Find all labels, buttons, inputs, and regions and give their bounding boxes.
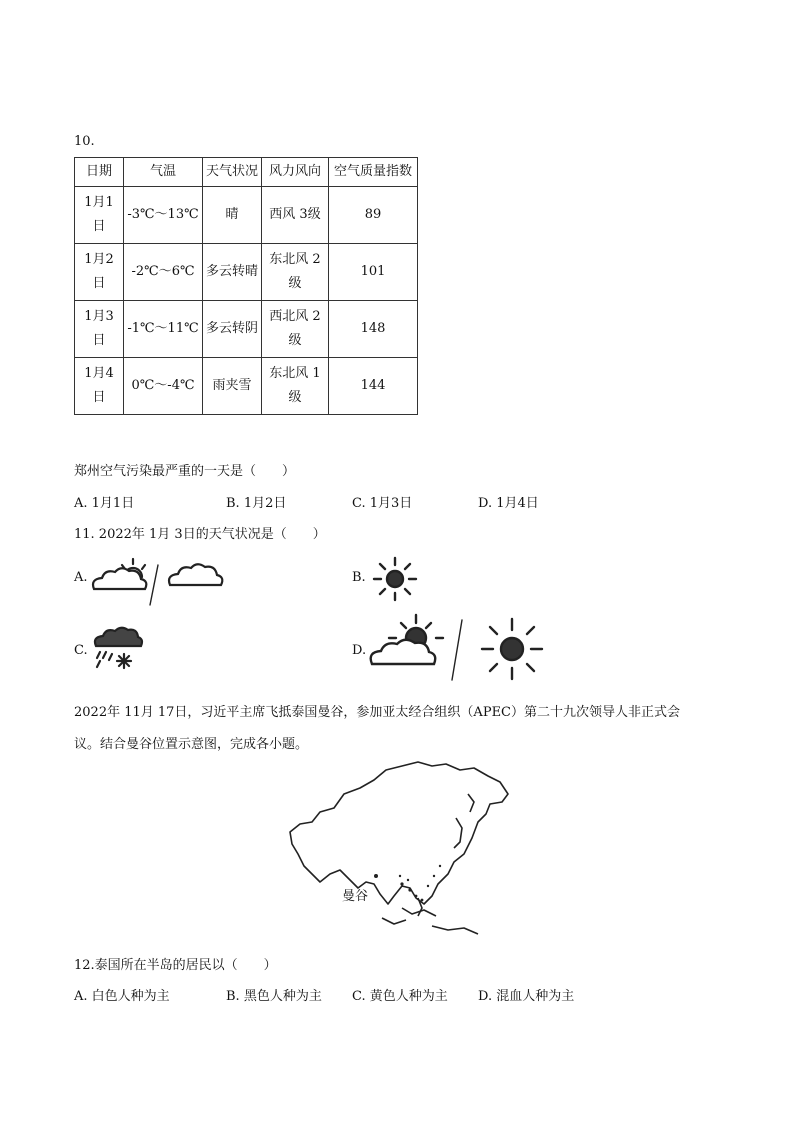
option-c[interactable]: C. 黄色人种为主 xyxy=(352,989,448,1004)
wind-line: 级 xyxy=(288,276,302,291)
weather-table xyxy=(74,157,418,415)
aqi-cell: 148 xyxy=(329,301,418,358)
date-line: 1月3 xyxy=(84,309,114,324)
table-row xyxy=(75,244,418,301)
asia-map xyxy=(282,758,514,946)
temp-cell: -3℃～13℃ xyxy=(124,187,203,244)
option-b[interactable]: B. 1月2日 xyxy=(226,496,287,511)
table-header-cell: 天气状况 xyxy=(203,158,262,187)
weather-cell: 多云转晴 xyxy=(203,244,262,301)
passage-line-1: 2022年 11月 17日，习近平主席飞抵泰国曼谷，参加亚太经合组织（APEC）第二十九次领导人非正式会 xyxy=(74,705,681,720)
temp-cell: -1℃～11℃ xyxy=(124,301,203,358)
table-header-cell: 气温 xyxy=(124,158,203,187)
temp-cell: -2℃～6℃ xyxy=(124,244,203,301)
question-10-text: 郑州空气污染最严重的一天是（ ） xyxy=(74,464,296,479)
temp-cell: 0℃～-4℃ xyxy=(124,358,203,415)
table-header-cell: 空气质量指数 xyxy=(329,158,418,187)
wind-cell xyxy=(262,301,329,358)
option-d-label[interactable]: D. xyxy=(352,643,367,658)
table-row xyxy=(75,301,418,358)
sleet-icon[interactable] xyxy=(92,624,142,672)
wind-cell xyxy=(262,358,329,415)
weather-cell: 晴 xyxy=(203,187,262,244)
option-a[interactable]: A. 白色人种为主 xyxy=(74,989,170,1004)
wind-line: 级 xyxy=(288,390,302,405)
weather-cell: 雨夹雪 xyxy=(203,358,262,415)
question-10-number: 10. xyxy=(74,134,95,149)
date-line: 日 xyxy=(92,390,106,405)
date-line: 1月1 xyxy=(84,195,114,210)
wind-line: 东北风 1 xyxy=(269,366,321,381)
date-line: 1月4 xyxy=(84,366,114,381)
option-d[interactable]: D. 混血人种为主 xyxy=(478,989,575,1004)
table-header-cell: 风力风向 xyxy=(262,158,329,187)
table-header-cell: 日期 xyxy=(75,158,124,187)
question-11-text: 11. 2022年 1月 3日的天气状况是（ ） xyxy=(74,527,326,542)
aqi-cell: 101 xyxy=(329,244,418,301)
option-c[interactable]: C. 1月3日 xyxy=(352,496,413,511)
date-line: 日 xyxy=(92,219,106,234)
wind-line: 西风 3级 xyxy=(269,207,321,222)
date-line: 1月2 xyxy=(84,252,114,267)
date-line: 日 xyxy=(92,333,106,348)
map-label-bangkok: 曼谷 xyxy=(342,889,369,904)
wind-cell xyxy=(262,244,329,301)
table-row xyxy=(75,358,418,415)
option-a[interactable]: A. 1月1日 xyxy=(74,496,135,511)
date-cell xyxy=(75,301,124,358)
option-b-label[interactable]: B. xyxy=(352,570,366,585)
date-cell xyxy=(75,244,124,301)
sunny-icon[interactable] xyxy=(373,555,417,603)
option-d[interactable]: D. 1月4日 xyxy=(478,496,539,511)
option-b[interactable]: B. 黑色人种为主 xyxy=(226,989,322,1004)
partly-cloudy-to-sunny-icon[interactable] xyxy=(368,612,548,686)
table-row xyxy=(75,187,418,244)
aqi-cell: 144 xyxy=(329,358,418,415)
wind-line: 西北风 2 xyxy=(269,309,321,324)
aqi-cell: 89 xyxy=(329,187,418,244)
wind-line: 级 xyxy=(288,333,302,348)
cloudy-to-cloudy-icon[interactable] xyxy=(88,555,228,609)
date-line: 日 xyxy=(92,276,106,291)
date-cell xyxy=(75,358,124,415)
question-12-text: 12.泰国所在半岛的居民以（ ） xyxy=(74,958,277,973)
weather-cell: 多云转阴 xyxy=(203,301,262,358)
option-a-label[interactable]: A. xyxy=(74,570,88,585)
option-c-label[interactable]: C. xyxy=(74,643,88,658)
wind-line: 东北风 2 xyxy=(269,252,321,267)
passage-line-2: 议。结合曼谷位置示意图，完成各小题。 xyxy=(74,737,309,752)
wind-cell xyxy=(262,187,329,244)
date-cell xyxy=(75,187,124,244)
table-header-row xyxy=(75,158,418,187)
